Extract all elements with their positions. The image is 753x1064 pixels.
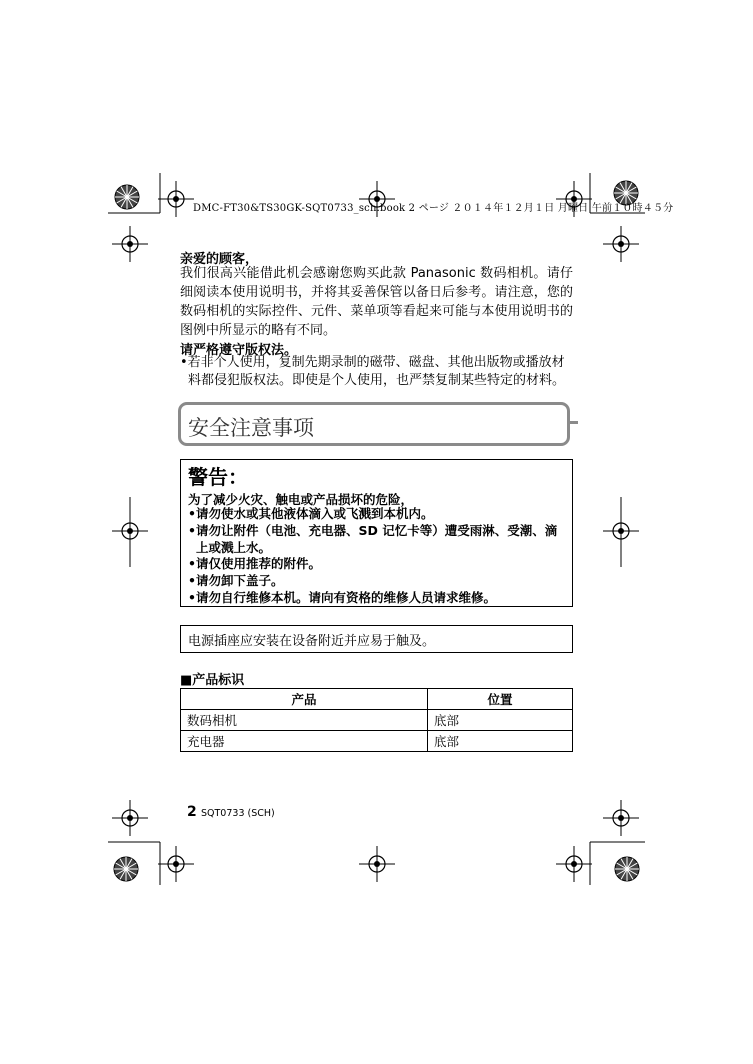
book-header-line: DMC-FT30&TS30GK-SQT0733_sch.book 2 ページ ２０１４年１２月１日 月曜日 午前１０時４５分	[193, 203, 674, 214]
warning-item: •请勿让附件（电池、充电器、SD 记忆卡等）遭受雨淋、受潮、滴上或溅上水。	[188, 522, 558, 555]
table-cell: 充电器	[181, 731, 428, 752]
table-cell: 数码相机	[181, 710, 428, 731]
column-header-product: 产品	[181, 689, 428, 710]
warning-item: •请勿使水或其他液体滴入或飞溅到本机内。	[188, 506, 434, 521]
page-number: 2	[187, 804, 197, 820]
warning-item: •请仅使用推荐的附件。	[188, 556, 321, 572]
product-id-table	[180, 688, 573, 752]
copyright-title: 请严格遵守版权法。	[180, 343, 298, 358]
product-id-heading: ■产品标识	[180, 673, 245, 688]
copyright-body: •若非个人使用，复制先期录制的磁带、磁盘、其他出版物或播放材料都侵犯版权法。即使是个人使用，也严禁复制某些特定的材料。	[180, 355, 566, 388]
table-row	[181, 710, 573, 731]
column-header-location: 位置	[428, 689, 573, 710]
safety-box-tab	[570, 421, 578, 424]
socket-notice: 电源插座应安装在设备附近并应易于触及。	[188, 634, 436, 649]
warning-title: 警告：	[188, 465, 248, 489]
document-code: SQT0733 (SCH)	[201, 808, 275, 819]
warning-item: •请勿自行维修本机。请向有资格的维修人员请求维修。	[188, 589, 496, 605]
safety-section-title: 安全注意事项	[188, 416, 314, 440]
table-cell: 底部	[428, 731, 573, 752]
warning-intro: 为了减少火灾、触电或产品损坏的危险，	[188, 492, 414, 507]
table-header-row	[181, 689, 573, 710]
warning-list	[188, 506, 566, 607]
greeting-title: 亲爱的顾客，	[180, 252, 259, 267]
table-cell: 底部	[428, 710, 573, 731]
table-row	[181, 731, 573, 752]
warning-item: •请勿卸下盖子。	[188, 573, 284, 589]
greeting-body: 我们很高兴能借此机会感谢您购买此款 Panasonic 数码相机。请仔细阅读本使用说明书，并将其妥善保管以备日后参考。请注意，您的数码相机的实际控件、元件、菜单项等看起来可能与本使用说明书的图例中所显示的略有不同。	[180, 266, 573, 338]
